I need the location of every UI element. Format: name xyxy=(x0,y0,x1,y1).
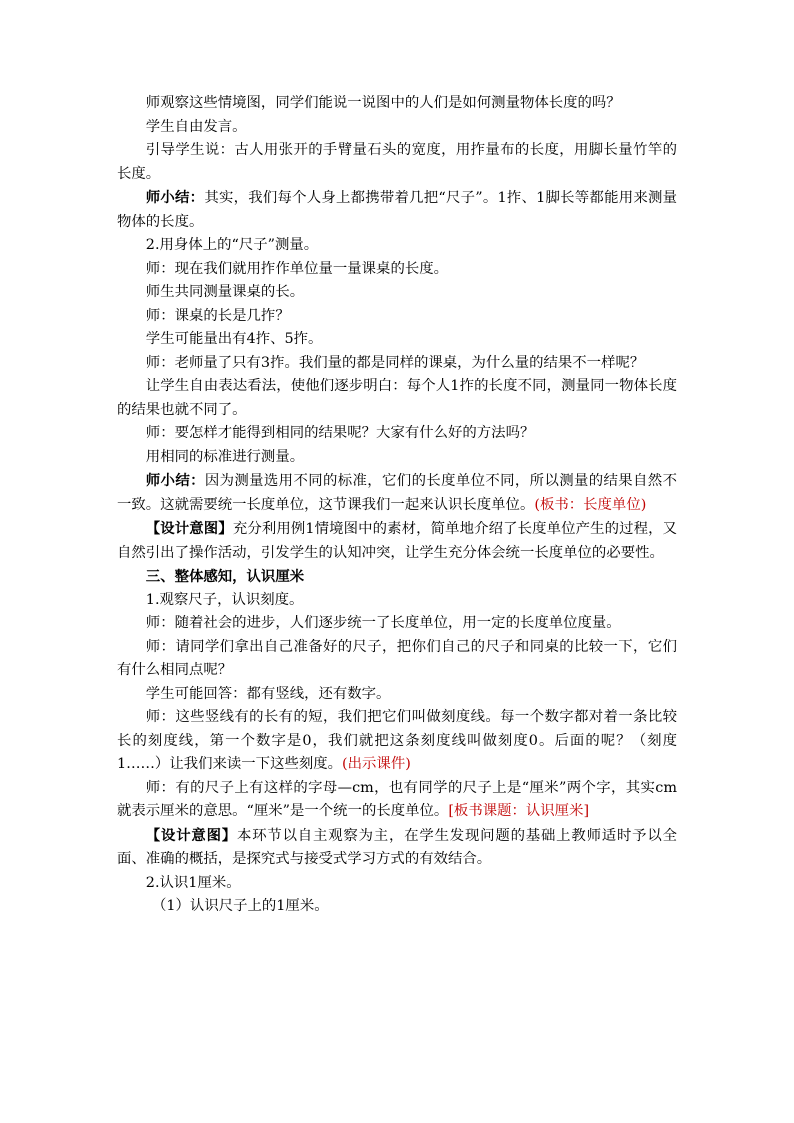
text: 让学生自由表达看法，使他们逐步明白：每个人1拃的长度不同，测量同一 xyxy=(145,378,620,394)
paragraph xyxy=(117,281,677,305)
text: 物体长度的结果也就不同了。 xyxy=(117,378,677,418)
text: 条比较长的刻度线，第一个数字是0，我们就把这条刻度线叫做刻度0。后面的 xyxy=(117,709,677,749)
text: 竹竿的长度。 xyxy=(117,142,677,182)
paragraph xyxy=(117,636,677,683)
heading-text: 三、整体感知，认识厘米 xyxy=(145,568,305,585)
text: 师：要怎样才能得到相同的结果呢？大家有什么好的方法吗？ xyxy=(145,425,535,441)
paragraph xyxy=(117,328,677,352)
board-note: 厘米] xyxy=(554,803,590,819)
paragraph xyxy=(117,895,677,919)
text: 学生可能回答：都有竖线，还有数字。 xyxy=(145,685,391,702)
text: 1.观察尺子，认识刻度。 xyxy=(145,591,304,608)
board-note: (板书： xyxy=(534,496,584,513)
text: 其实，我们每个人身上都携带着几把“尺子”。1拃、1脚长等都能 xyxy=(204,190,619,206)
text: （1）认识尺子上的1厘米。 xyxy=(152,898,329,914)
text: 因为测量选用不同的标准，它们的长度单位不同，所以测量的结果 xyxy=(204,473,634,489)
text: 2.认识1厘米。 xyxy=(145,874,241,891)
board-note: 长度单位) xyxy=(583,496,647,513)
paragraph xyxy=(117,517,677,565)
paragraph xyxy=(117,777,677,824)
text: 呢？ xyxy=(615,354,645,371)
courseware-note: (出示课件) xyxy=(342,756,411,772)
text: 用相同的标准进行测量。 xyxy=(145,448,305,465)
text: 学生自由发言。 xyxy=(145,118,247,135)
text: 用来测量物体的长度。 xyxy=(117,190,677,230)
text: 师：这些竖线有的长有的短，我们把它们叫做刻度线。每一个数字都对着一 xyxy=(145,709,634,725)
paragraph xyxy=(117,234,677,258)
text: 师：有的尺子上有这样的字母—cm，也有同学的尺子上是“厘米”两个字， xyxy=(145,779,626,796)
paragraph xyxy=(117,824,677,872)
document-page xyxy=(117,92,677,919)
text: 师：现在我们就用拃作单位量一量课桌的长度。 xyxy=(145,260,449,277)
text: 充分利用例1情境图中的素材，简单地介绍了长度单位产生的 xyxy=(232,521,620,537)
text: 师：随着社会的进步，人们逐步统一了长度单位，用一定的长度单位度量。 xyxy=(145,615,621,631)
text: 单位的必要性。 xyxy=(563,544,664,561)
paragraph xyxy=(117,258,677,282)
text: 引导学生说：古人用张开的手臂量石头的宽度，用拃量布的长度，用脚长量 xyxy=(145,142,634,158)
paragraph xyxy=(117,683,677,707)
text: 自然不一致。这就需要统一长度单位，这节课我们一起来认识长度单位。 xyxy=(117,473,677,513)
text: 师：请同学们拿出自己准备好的尺子，把你们自己的尺子和同桌的比较一下， xyxy=(145,638,648,655)
text: 师：老师量了只有3拃。我们量的都是同样的课桌，为什么量的结果不一样 xyxy=(145,354,616,371)
paragraph xyxy=(117,589,677,613)
paragraph xyxy=(117,116,677,140)
text: 以全面、准确的概括，是探究式与接受式学习方式的有效结合。 xyxy=(117,827,677,867)
text: 呢？（刻度1……）让我们来读一下这些刻度。 xyxy=(117,732,677,772)
section-heading xyxy=(117,565,677,589)
paragraph xyxy=(117,92,677,116)
paragraph xyxy=(117,446,677,470)
paragraph xyxy=(117,375,677,422)
paragraph xyxy=(117,706,677,777)
text: 过程，又自然引出了操作活动，引发学生的认知冲突，让学生充分体会统一长度 xyxy=(117,521,677,561)
paragraph xyxy=(117,186,677,234)
summary-label: 师小结： xyxy=(145,189,205,206)
paragraph xyxy=(117,612,677,636)
paragraph xyxy=(117,352,677,376)
text: 师：课桌的长是几拃？ xyxy=(145,307,290,324)
paragraph xyxy=(117,469,677,517)
paragraph xyxy=(117,422,677,446)
text: 学生可能量出有4拃、5拃。 xyxy=(145,331,323,347)
paragraph xyxy=(117,139,677,186)
text: 它们有什么相同点呢？ xyxy=(117,638,677,678)
paragraph xyxy=(117,305,677,329)
text: 师观察这些情境图，同学们能说一说图中的人们是如何测量物体长度的吗？ xyxy=(145,95,621,111)
text: 师生共同测量课桌的长。 xyxy=(145,284,305,300)
text: 本环节以自主观察为主，在学生发现问题的基础上教师适时予 xyxy=(237,827,648,844)
design-intent-label: 【设计意图】 xyxy=(145,520,233,537)
summary-label: 师小结： xyxy=(145,472,205,489)
design-intent-label: 【设计意图】 xyxy=(145,826,237,844)
text: 2.用身体上的“尺子”测量。 xyxy=(145,237,319,253)
board-note: [板书课题：认识 xyxy=(448,803,555,819)
text: 其实cm就表示厘米的意思。“厘米”是一个统一的长度单位。 xyxy=(117,779,677,819)
paragraph xyxy=(117,872,677,896)
